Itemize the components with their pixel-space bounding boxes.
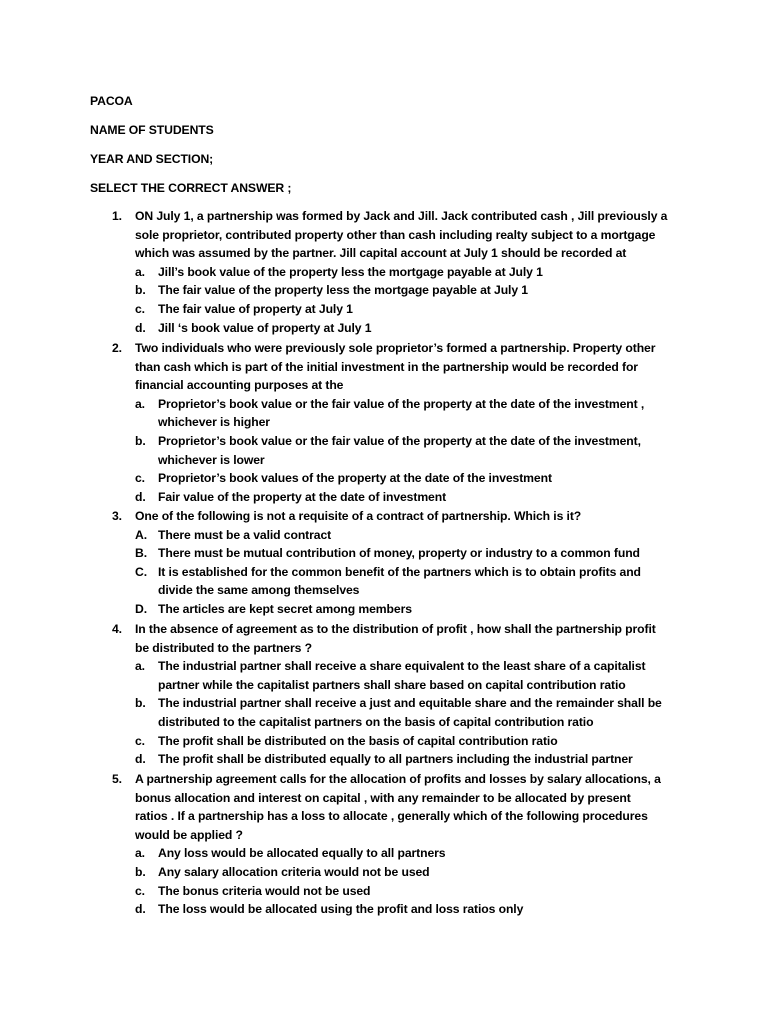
option-c [0,732,768,751]
question-line [0,507,768,526]
instruction-line: SELECT THE CORRECT ANSWER ; [90,181,292,195]
option-label: c. [135,471,145,486]
option-a-continued [0,676,768,695]
option-label: A. [135,527,147,542]
option-text: Proprietor’s book values of the property at the date of the investment [158,471,552,486]
option-text: The profit shall be distributed on the basis of capital contribution ratio [158,733,558,748]
option-b [0,863,768,882]
option-text: Proprietor’s book value or the fair value of the property at the date of the investment, [158,433,641,448]
question-text: than cash which is part of the initial investment in the partnership would be recorded for [135,359,638,374]
option-text: Jill ‘s book value of property at July 1 [158,320,372,335]
option-text: The fair value of property at July 1 [158,301,353,316]
question-text: which was assumed by the partner. Jill capital account at July 1 should be recorded at [135,246,627,261]
question-line [0,770,768,789]
option-label: d. [135,752,146,767]
question-line [0,376,768,395]
option-c [0,300,768,319]
option-b [0,544,768,563]
question-text: ratios . If a partnership has a loss to allocate , generally which of the following procedures [135,809,648,824]
question-text: In the absence of agreement as to the distribution of profit , how shall the partnership profit [135,622,656,636]
question-line [0,226,768,245]
option-text: It is established for the common benefit of the partners which is to obtain profits and [158,564,641,579]
document-title: PACOA [90,94,133,108]
option-label: c. [135,733,145,748]
option-a [0,395,768,414]
question-number: 2. [112,341,122,355]
question-5 [0,770,768,919]
option-c [0,882,768,901]
option-text: The articles are kept secret among members [158,601,412,616]
question-number: 3. [112,509,122,523]
option-label: d. [135,902,146,917]
option-d [0,750,768,769]
year-section-line: YEAR AND SECTION; [90,152,214,166]
question-line [0,620,768,639]
question-text: bonus allocation and interest on capital , with any remainder to be allocated by present [135,790,631,805]
option-text: The industrial partner shall receive a just and equitable share and the remainder shall be [158,696,662,711]
option-d [0,319,768,338]
question-text: financial accounting purposes at the [135,378,344,393]
option-text: There must be a valid contract [158,527,332,542]
question-2 [0,339,768,506]
option-a [0,263,768,282]
option-label: a. [135,396,145,411]
option-c-continued [0,581,768,600]
option-text: divide the same among themselves [158,583,360,598]
option-b-continued [0,713,768,732]
question-line [0,639,768,658]
option-b [0,694,768,713]
option-label: a. [135,264,145,279]
question-line [0,207,768,226]
option-text: whichever is higher [158,415,270,430]
question-text: be distributed to the partners ? [135,640,312,655]
option-text: Proprietor’s book value or the fair value of the property at the date of the investment , [158,396,645,411]
option-a [0,526,768,545]
option-b-continued [0,451,768,470]
option-text: There must be mutual contribution of money, property or industry to a common fund [158,546,640,561]
option-text: partner while the capitalist partners shall share based on capital contribution ratio [158,677,626,692]
option-text: The industrial partner shall receive a share equivalent to the least share of a capitalist [158,659,646,674]
question-line [0,826,768,845]
question-number: 1. [112,209,122,223]
question-1 [0,207,768,337]
option-label: a. [135,846,145,861]
option-text: The loss would be allocated using the profit and loss ratios only [158,902,524,917]
student-name-line: NAME OF STUDENTS [90,123,214,137]
option-d [0,600,768,619]
question-3 [0,507,768,619]
option-label: c. [135,301,145,316]
option-text: The profit shall be distributed equally to all partners including the industrial partner [158,752,633,767]
option-a [0,844,768,863]
option-label: d. [135,320,146,335]
question-4 [0,620,768,769]
option-b [0,432,768,451]
option-c [0,563,768,582]
question-number: 5. [112,772,122,786]
question-text: A partnership agreement calls for the allocation of profits and losses by salary allocations, a [135,772,661,786]
question-text: ON July 1, a partnership was formed by Jack and Jill. Jack contributed cash , Jill previously a [135,209,668,223]
option-a [0,657,768,676]
option-label: b. [135,433,146,448]
option-label: c. [135,883,145,898]
question-text: One of the following is not a requisite of a contract of partnership. Which is it? [135,509,582,523]
option-c [0,469,768,488]
option-d [0,488,768,507]
question-number: 4. [112,622,122,636]
option-text: Any salary allocation criteria would not be used [158,864,430,879]
option-a-continued [0,413,768,432]
option-text: The fair value of the property less the mortgage payable at July 1 [158,283,528,298]
question-text: sole proprietor, contributed property other than cash including realty subject to a mortgage [135,227,656,242]
option-text: Any loss would be allocated equally to all partners [158,846,446,861]
option-label: b. [135,283,146,298]
question-text: Two individuals who were previously sole proprietor’s formed a partnership. Property other [135,341,656,355]
option-text: The bonus criteria would not be used [158,883,371,898]
option-b [0,281,768,300]
option-label: C. [135,564,147,579]
option-label: b. [135,696,146,711]
question-line [0,789,768,808]
question-line [0,807,768,826]
option-label: d. [135,489,146,504]
option-d [0,900,768,919]
question-line [0,358,768,377]
question-line [0,244,768,263]
option-label: a. [135,659,145,674]
option-label: b. [135,864,146,879]
option-label: D. [135,601,147,616]
option-text: distributed to the capitalist partners on the basis of capital contribution ratio [158,714,594,729]
option-text: Fair value of the property at the date of investment [158,489,447,504]
question-text: would be applied ? [135,827,243,842]
option-label: B. [135,546,147,561]
question-line [0,339,768,358]
option-text: Jill’s book value of the property less the mortgage payable at July 1 [158,264,543,279]
option-text: whichever is lower [158,452,265,467]
